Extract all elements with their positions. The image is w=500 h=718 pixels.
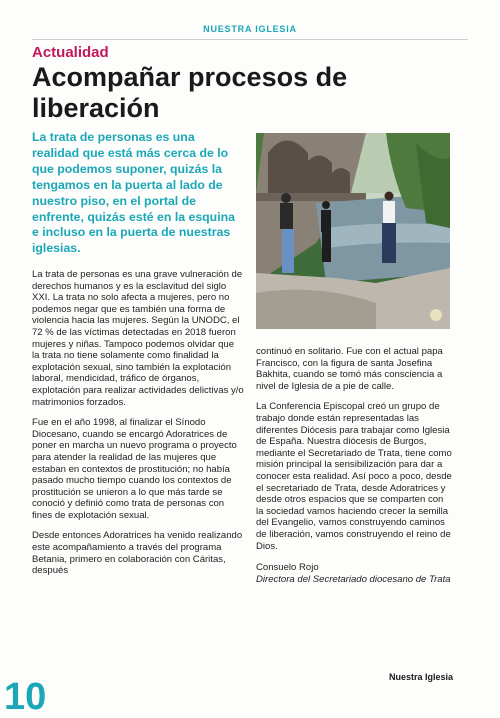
page-number: 10 — [4, 676, 47, 718]
article-paragraph: Desde entonces Adoratrices ha venido realizando este acompañamiento a través del programa Betania, primero en colaboración con Cáritas, después — [32, 530, 243, 577]
article-column-right — [256, 346, 452, 594]
author-signature — [256, 562, 452, 585]
article-category: Actualidad — [32, 44, 109, 61]
author-name: Consuelo Rojo — [256, 562, 319, 574]
article-paragraph: continuó en solitario. Fue con el actual papa Francisco, con la figura de santa Josefina Bakhita, cuando se tomó más consciencia a nivel de Iglesia de a pie de calle. — [256, 346, 443, 392]
author-role: Directora del Secretariado diocesano de Trata — [256, 573, 451, 585]
article-title: Acompañar procesos de liberación — [32, 62, 348, 123]
article-paragraph: La trata de personas es una grave vulneración de derechos humanos y es la esclavitud del siglo XXI. La trata no solo afecta a mujeres, pero no podemos negar que es también una forma de violencia hacia las mujeres. Según la UNODC, el 72 % de las víctimas detectadas en 2018 fueron mujeres y niñas. Tampoco podemos olvidar que la trata no tiene solamente como finalidad la explotación sexual, sino también la explotación laboral, mendicidad, tráfico de órganos, explotación para realizar actividades delictivas y/o matrimonios forzados. — [32, 269, 244, 408]
footer-brand: Nuestra Iglesia — [388, 672, 453, 682]
article-column-left — [32, 269, 244, 586]
riverside-people-photo-icon — [256, 133, 450, 329]
article-paragraph: Fue en el año 1998, al finalizar el Sínodo Diocesano, cuando se encargó Adoratrices de poner en marcha un nuevo programa o proyecto para atender la realidad de las mujeres que estaban en contextos de prostitución; no había pasado mucho tiempo cuando los contextos de prostitución se unieron a lo que más tarde se conoció y definió como trata de personas con fines de explotación sexual. — [32, 417, 237, 521]
header-divider — [32, 39, 468, 40]
article-lead: La trata de personas es una realidad que está más cerca de lo que podemos suponer, quizás la tengamos en la puerta al lado de nuestro piso, en el portal de enfrente, quizás esté en la esquina e incluso en la puerta de nuestras iglesias. — [32, 130, 235, 256]
article-paragraph: La Conferencia Episcopal creó un grupo de trabajo donde están representadas las diferentes Diócesis para trabajar como Iglesia de España. Nuestra diócesis de Burgos, mediante el Secretariado de Trata, tiene como misión principal la sensibilización para dar a conocer esta realidad. Así poco a poco, desde el secretariado de Trata, desde Adoratrices y desde otros espacios que se comparten con la sociedad vamos haciendo crecer la semilla del Evangelio, vamos construyendo caminos de liberación, vamos construyendo el reino de Dios. — [256, 401, 452, 552]
section-header: NUESTRA IGLESIA — [203, 24, 297, 34]
article-photo — [256, 133, 450, 329]
